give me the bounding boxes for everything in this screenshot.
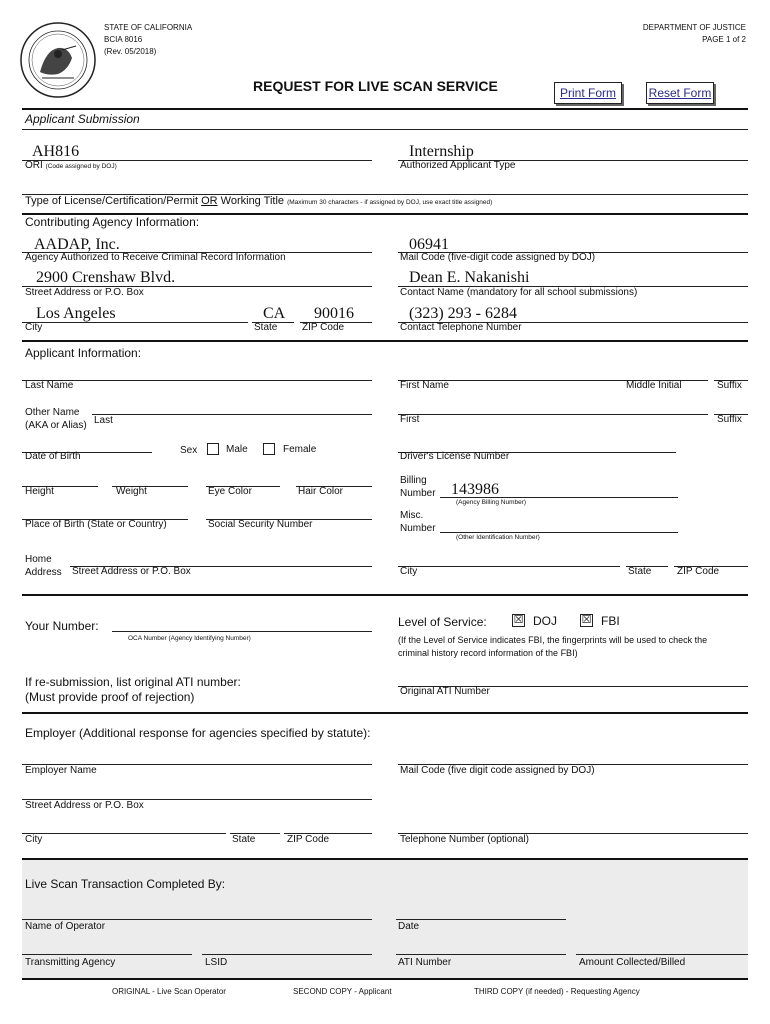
hair-color-label: Hair Color (298, 486, 344, 497)
home-zip-field[interactable] (674, 550, 748, 567)
amount-field[interactable] (576, 938, 748, 955)
zip-value[interactable]: 90016 (314, 305, 354, 322)
license-title-label: Type of License/Certification/Permit OR Working Title (Maximum 30 characters - if assigned by DOJ, use exact title assigned) (25, 195, 493, 207)
seal-icon (18, 20, 98, 100)
middle-initial-label: Middle Initial (626, 380, 682, 391)
home-state-label: State (628, 566, 652, 577)
home-city-field[interactable] (398, 550, 620, 567)
misc-number-label: Misc. Number (400, 510, 436, 534)
aka-last-label: Last (94, 415, 113, 426)
operator-name-label: Name of Operator (25, 921, 106, 932)
employer-street-label: Street Address or P.O. Box (25, 800, 144, 811)
print-form-button[interactable]: Print Form (554, 82, 622, 104)
first-name-label: First Name (400, 380, 449, 391)
oca-sub-label: OCA Number (Agency Identifying Number) (128, 635, 251, 642)
state-seal (18, 20, 98, 100)
ssn-field[interactable] (206, 503, 372, 520)
home-zip-label: ZIP Code (677, 566, 720, 577)
reset-form-button[interactable]: Reset Form (646, 82, 714, 104)
other-name-label: Other Name (AKA or Alias) (25, 407, 87, 431)
eye-color-label: Eye Color (208, 486, 252, 497)
weight-label: Weight (116, 486, 147, 497)
lsid-label: LSID (205, 957, 228, 968)
section-employer: Employer (Additional response for agencies specified by statute): (25, 726, 371, 740)
billing-label: Billing Number (400, 475, 436, 499)
mail-code-label: Mail Code (five-digit code assigned by DOJ) (400, 252, 596, 263)
fbi-note: (If the Level of Service indicates FBI, the fingerprints will be used to check the criminal history record information of the FBI) (398, 635, 708, 658)
employer-mail-code-label: Mail Code (five digit code assigned by DOJ) (400, 765, 595, 776)
home-street-label: Street Address or P.O. Box (72, 566, 191, 577)
ati-number-label: ATI Number (398, 957, 452, 968)
agency-value[interactable]: AADAP, Inc. (34, 236, 120, 253)
employer-name-field[interactable] (22, 748, 372, 765)
fbi-label: FBI (601, 614, 620, 628)
fbi-checkbox[interactable]: ☒ (581, 614, 592, 626)
hair-color-field[interactable] (296, 470, 372, 487)
lsid-field[interactable] (202, 938, 372, 955)
height-label: Height (25, 486, 54, 497)
section-applicant-info: Applicant Information: (25, 346, 142, 360)
employer-phone-field[interactable] (398, 817, 748, 834)
state-label: STATE OF CALIFORNIA (104, 23, 193, 32)
your-number-label: Your Number: (25, 619, 99, 633)
drivers-license-label: Driver's License Number (400, 451, 510, 462)
suffix-label: Suffix (717, 380, 742, 391)
state-label: State (254, 322, 278, 333)
state-value[interactable]: CA (263, 305, 286, 322)
male-checkbox[interactable] (207, 443, 219, 455)
city-value[interactable]: Los Angeles (36, 305, 116, 322)
contact-name-value[interactable]: Dean E. Nakanishi (409, 269, 530, 286)
male-label: Male (226, 444, 248, 455)
phone-label: Contact Telephone Number (400, 322, 522, 333)
aka-suffix-label: Suffix (717, 414, 742, 425)
amount-label: Amount Collected/Billed (579, 957, 686, 968)
billing-sub-label: (Agency Billing Number) (456, 499, 527, 506)
employer-street-field[interactable] (22, 783, 372, 800)
ssn-label: Social Security Number (208, 519, 313, 530)
employer-zip-field[interactable] (284, 817, 372, 834)
sex-label: Sex (180, 445, 198, 456)
operator-name-field[interactable] (22, 903, 372, 920)
home-address-label: Home Address (25, 554, 62, 578)
home-state-field[interactable] (626, 550, 668, 567)
street-label: Street Address or P.O. Box (25, 287, 144, 298)
female-label: Female (283, 444, 317, 455)
transmitting-agency-field[interactable] (22, 938, 192, 955)
original-ati-field[interactable] (398, 670, 748, 687)
aka-last-field[interactable] (92, 398, 372, 415)
misc-sub-label: (Other Identification Number) (456, 534, 540, 541)
dob-label: Date of Birth (25, 451, 81, 462)
doj-label: DOJ (533, 614, 557, 628)
employer-name-label: Employer Name (25, 765, 97, 776)
employer-state-field[interactable] (230, 817, 280, 834)
place-of-birth-field[interactable] (22, 503, 188, 520)
employer-zip-label: ZIP Code (287, 834, 330, 845)
doj-checkbox[interactable]: ☒ (513, 614, 524, 626)
applicant-type-label: Authorized Applicant Type (400, 160, 516, 171)
eye-color-field[interactable] (206, 470, 280, 487)
footer-original: ORIGINAL - Live Scan Operator (112, 987, 226, 996)
ori-value[interactable]: AH816 (32, 143, 80, 160)
ati-number-field[interactable] (396, 938, 566, 955)
section-applicant-submission: Applicant Submission (25, 112, 140, 126)
billing-value[interactable]: 143986 (451, 481, 499, 498)
zip-label: ZIP Code (302, 322, 345, 333)
agency-label: Agency Authorized to Receive Criminal Record Information (25, 252, 286, 263)
ori-label: ORI (Code assigned by DOJ) (25, 160, 117, 171)
level-of-service-label: Level of Service: (398, 615, 487, 629)
applicant-type-value[interactable]: Internship (409, 143, 474, 160)
last-name-field[interactable] (22, 364, 372, 381)
place-of-birth-label: Place of Birth (State or Country) (25, 519, 167, 530)
form-title: REQUEST FOR LIVE SCAN SERVICE (253, 78, 498, 94)
date-label: Date (398, 921, 420, 932)
aka-first-field[interactable] (398, 398, 708, 415)
aka-suffix-field[interactable] (714, 398, 748, 415)
contact-name-label: Contact Name (mandatory for all school submissions) (400, 287, 638, 298)
form-revision: (Rev. 05/2018) (104, 47, 157, 56)
footer-third-copy: THIRD COPY (if needed) - Requesting Agency (474, 987, 640, 996)
misc-number-field[interactable] (440, 516, 678, 533)
first-name-field[interactable] (398, 364, 708, 381)
height-field[interactable] (22, 470, 98, 487)
footer-second-copy: SECOND COPY - Applicant (293, 987, 392, 996)
oca-number-field[interactable] (112, 615, 372, 632)
home-city-label: City (400, 566, 418, 577)
section-live-scan: Live Scan Transaction Completed By: (25, 877, 226, 891)
employer-phone-label: Telephone Number (optional) (400, 834, 529, 845)
department-label: DEPARTMENT OF JUSTICE (642, 23, 746, 32)
last-name-label: Last Name (25, 380, 74, 391)
form-code: BCIA 8016 (104, 35, 143, 44)
city-label: City (25, 322, 43, 333)
employer-state-label: State (232, 834, 256, 845)
aka-first-label: First (400, 414, 420, 425)
original-ati-label: Original ATI Number (400, 686, 490, 697)
mail-code-value[interactable]: 06941 (409, 236, 449, 253)
transmitting-agency-label: Transmitting Agency (25, 957, 116, 968)
employer-mail-code-field[interactable] (398, 748, 748, 765)
employer-city-label: City (25, 834, 43, 845)
suffix-field[interactable] (714, 364, 748, 381)
date-field[interactable] (396, 903, 566, 920)
page-number: PAGE 1 of 2 (702, 35, 746, 44)
street-value[interactable]: 2900 Crenshaw Blvd. (36, 269, 176, 286)
resubmission-label: If re-submission, list original ATI number: (Must provide proof of rejection) (25, 675, 241, 704)
phone-value[interactable]: (323) 293 - 6284 (409, 305, 517, 322)
section-contributing-agency: Contributing Agency Information: (25, 215, 200, 229)
female-checkbox[interactable] (263, 443, 275, 455)
home-street-field[interactable] (70, 550, 372, 567)
weight-field[interactable] (112, 470, 188, 487)
employer-city-field[interactable] (22, 817, 226, 834)
